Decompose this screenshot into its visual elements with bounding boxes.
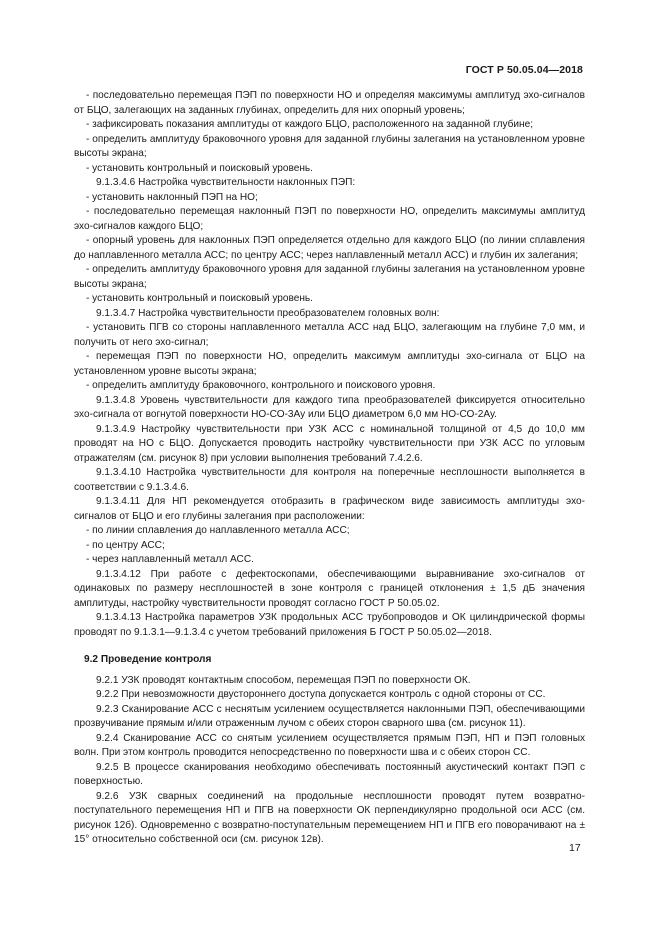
paragraph: - определить амплитуду браковочного, контрольного и поискового уровня. [86, 380, 436, 391]
paragraph: - опорный уровень для наклонных ПЭП определяется отдельно для каждого БЦО (по линии сплавления до наплавленного металла АСС; по центру АСС; через наплавленный металл АСС) и глубин их залегания; [74, 235, 585, 261]
paragraph: 9.1.3.4.11 Для НП рекомендуется отобразить в графическом виде зависимость амплитуды эхо-сигналов от БЦО и его глубины залегания при расположении: [74, 496, 585, 522]
paragraph: - установить наклонный ПЭП на НО; [86, 191, 258, 203]
paragraph: 9.1.3.4.8 Уровень чувствительности для каждого типа преобразователей фиксируется относительно эхо-сигнала от вогнутой поверхности НО-СО-3Ау или БЦО диаметром 6,0 мм НО-СО-2Ау. [74, 394, 585, 420]
document-standard-header: ГОСТ Р 50.05.04—2018 [465, 64, 583, 76]
paragraph: 9.1.3.4.13 Настройка параметров УЗК продольных АСС трубопроводов и ОК цилиндрической формы проводят по 9.1.3.1—9.1.3.4 с учетом требований приложения Б ГОСТ Р 50.05.02—2018. [74, 612, 585, 638]
paragraph: 9.2.4 Сканирование АСС со снятым усилением осуществляется прямым ПЭП, НП и ПЭП головных волн. При этом контроль проводится непосредственно по поверхности шва и с обеих сторон СС. [74, 732, 585, 758]
paragraph: - последовательно перемещая наклонный ПЭП по поверхности НО, определить максимумы амплитуд эхо-сигналов каждого БЦО; [74, 206, 585, 232]
paragraph: - определить амплитуду браковочного уровня для заданной глубины залегания на установленном уровне высоты экрана; [74, 264, 585, 290]
paragraph: 9.2.2 При невозможности двустороннего доступа допускается контроль с одной стороны от СС. [96, 689, 546, 700]
paragraph: - определить амплитуду браковочного уровня для заданной глубины залегания на установленном уровне высоты экрана; [74, 133, 585, 159]
paragraph: 9.1.3.4.9 Настройку чувствительности при УЗК АСС с номинальной толщиной от 4,5 до 10,0 мм проводят на НО с БЦО. Допускается проводить настройку чувствительности при УЗК АСС по угловым отражателям (см. рисунок 8) при условии выполнения требований 7.4.2.6. [74, 423, 585, 464]
paragraph: 9.1.3.4.10 Настройка чувствительности для контроля на поперечные несплошности выполняется в соответствии с 9.1.3.4.6. [74, 467, 585, 493]
page-number: 17 [569, 842, 581, 854]
paragraph: - перемещая ПЭП по поверхности НО, определить максимум амплитуды эхо-сигнала от БЦО на установленном уровне высоты экрана; [74, 351, 585, 377]
section-heading: 9.2 Проведение контроля [84, 654, 212, 665]
paragraph: - по центру АСС; [86, 539, 165, 551]
paragraph: - установить контрольный и поисковый уровень. [86, 293, 313, 304]
paragraph: 9.2.6 УЗК сварных соединений на продольные несплошности проводят путем возвратно-поступательного перемещения НП и ПГВ на поверхности ОК перпендикулярно продольной оси АСС (см. рисунок 12б). Одновременно с возвратно-поступательным перемещением НП и ПГВ его поворачивают на ± 15° относительно собственной оси (см. рисунок 12в). [74, 790, 585, 845]
paragraph: 9.1.3.4.7 Настройка чувствительности преобразователем головных волн: [96, 307, 440, 319]
paragraph: - зафиксировать показания амплитуды от каждого БЦО, расположенного на заданной глубине; [86, 119, 534, 130]
paragraph: 9.2.1 УЗК проводят контактным способом, перемещая ПЭП по поверхности ОК. [96, 674, 471, 686]
paragraph: - установить контрольный и поисковый уровень. [86, 162, 313, 174]
paragraph: - последовательно перемещая ПЭП по поверхности НО и определяя максимумы амплитуд эхо-сигналов от БЦО, залегающих на заданных глубинах, определить для них опорный уровень; [74, 90, 585, 116]
paragraph: 9.2.3 Сканирование АСС с неснятым усилением осуществляется наклонными ПЭП, обеспечивающими прозвучивание прямым и/или отраженным лучом с обеих сторон сварного шва (см. рисунок 11). [74, 703, 585, 729]
paragraph: 9.2.5 В процессе сканирования необходимо обеспечивать постоянный акустический контакт ПЭП с поверхностью. [74, 761, 585, 787]
paragraph: - через наплавленный металл АСС. [86, 554, 254, 565]
document-body [74, 89, 585, 848]
paragraph: 9.1.3.4.12 При работе с дефектоскопами, обеспечивающими выравнивание эхо-сигналов от одинаковых по размеру несплошностей в зоне контроля с границей отклонения ± 1,5 дБ значения амплитуды, настройку чувствительности проводят согласно ГОСТ Р 50.05.02. [74, 568, 585, 609]
paragraph: - по линии сплавления до наплавленного металла АСС; [86, 525, 350, 536]
paragraph: - установить ПГВ со стороны наплавленного металла АСС над БЦО, залегающим на глубине 7,0 мм, и получить от него эхо-сигнал; [74, 322, 585, 348]
paragraph: 9.1.3.4.6 Настройка чувствительности наклонных ПЭП: [96, 177, 356, 188]
